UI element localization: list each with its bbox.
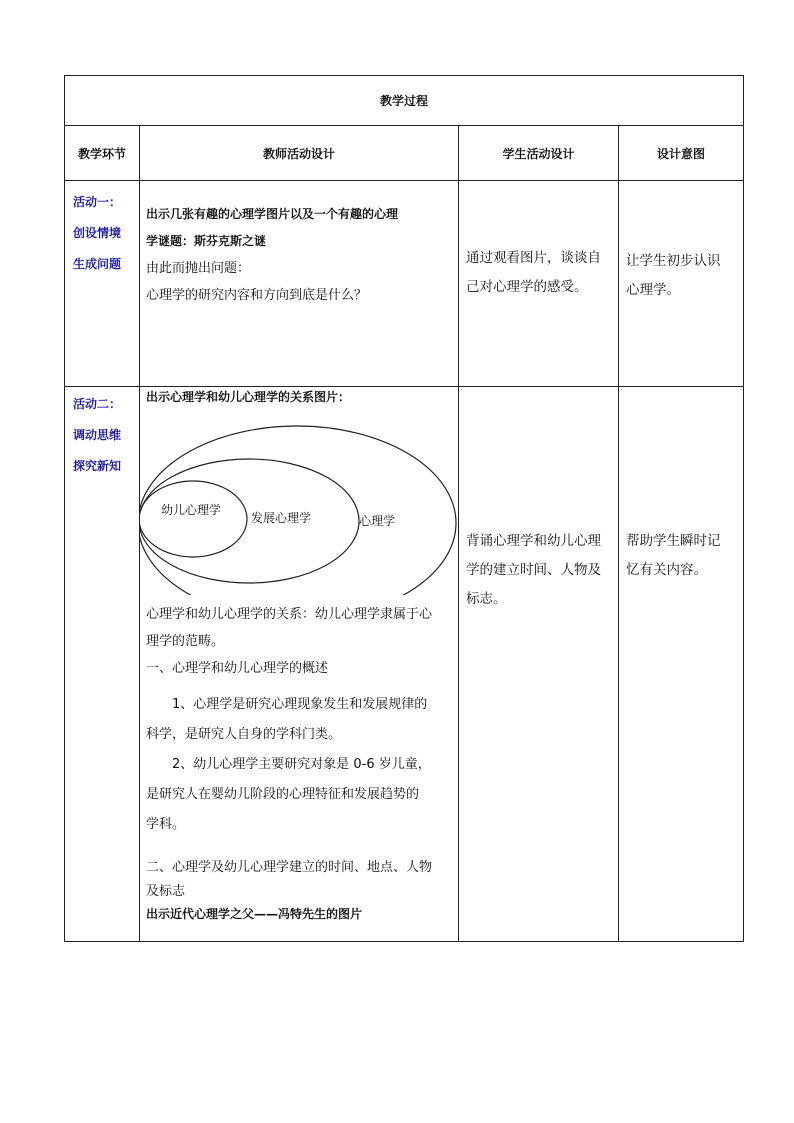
- teacher-line: 科学，是研究人自身的学科门类。: [146, 727, 342, 742]
- venn-inner-label: 幼儿心理学: [161, 503, 222, 517]
- header-stage: 教学环节: [65, 126, 140, 181]
- teacher-line: 一、心理学和幼儿心理学的概述: [146, 661, 329, 676]
- header-student: 学生活动设计: [459, 126, 619, 181]
- student-cell: [459, 181, 619, 387]
- intent-cell: [619, 387, 744, 942]
- intent-text: [619, 387, 743, 585]
- table-row: [65, 387, 744, 942]
- student-text: [459, 181, 618, 302]
- stage-text: [65, 181, 139, 280]
- table-title: 教学过程: [65, 76, 744, 126]
- intent-line: 忆有关内容。: [626, 562, 707, 578]
- teacher-text: [140, 387, 458, 925]
- teacher-paragraph: [146, 690, 452, 840]
- stage-cell: [65, 387, 140, 942]
- student-line: 学的建立时间、人物及: [466, 562, 601, 578]
- student-line: 标志。: [466, 591, 507, 607]
- intent-line: 让学生初步认识: [626, 253, 721, 269]
- teaching-process-table: [64, 75, 744, 942]
- venn-diagram: [139, 415, 459, 595]
- teacher-line: 出示近代心理学之父——冯特先生的图片: [146, 907, 363, 921]
- stage-text: [65, 387, 139, 482]
- header-intent: 设计意图: [619, 126, 744, 181]
- stage-line: 创设情境: [73, 226, 122, 240]
- stage-line: 探究新知: [73, 459, 122, 473]
- teacher-line: 二、心理学及幼儿心理学建立的时间、地点、人物: [146, 860, 433, 875]
- intent-cell: [619, 181, 744, 387]
- intent-line: 心理学。: [626, 282, 680, 298]
- teacher-line: 及标志: [146, 884, 186, 899]
- venn-outer-label: 心理学: [359, 514, 396, 528]
- intent-line: 帮助学生瞬时记: [626, 533, 721, 549]
- student-line: 通过观看图片，谈谈自: [466, 250, 601, 266]
- teacher-line: 学科。: [146, 817, 186, 832]
- student-line: 己对心理学的感受。: [466, 279, 588, 295]
- teacher-line: 心理学和幼儿心理学的关系：幼儿心理学隶属于心: [146, 607, 433, 622]
- teacher-line: 1、心理学是研究心理现象发生和发展规律的: [172, 697, 428, 712]
- table-header-row: [65, 126, 744, 181]
- student-text: [459, 387, 618, 614]
- teacher-line: 2、幼儿心理学主要研究对象是 0-6 岁儿童，: [172, 757, 431, 772]
- stage-line: 调动思维: [73, 428, 122, 442]
- teacher-text: [140, 181, 458, 309]
- teacher-line: 由此而抛出问题：: [146, 261, 251, 276]
- teacher-line: 心理学的研究内容和方向到底是什么？: [146, 288, 368, 303]
- teacher-line: 是研究人在婴幼儿阶段的心理特征和发展趋势的: [146, 787, 420, 802]
- table-row: [65, 181, 744, 387]
- teacher-cell: [140, 181, 459, 387]
- teacher-line: 出示几张有趣的心理学图片以及一个有趣的心理: [146, 207, 399, 221]
- student-cell: [459, 387, 619, 942]
- student-line: 背诵心理学和幼儿心理: [466, 533, 601, 549]
- teacher-line: 理学的范畴。: [146, 634, 225, 649]
- stage-line: 活动一：: [73, 195, 122, 209]
- stage-cell: [65, 181, 140, 387]
- intent-text: [619, 181, 743, 305]
- table-title-row: [65, 76, 744, 126]
- teacher-line: 学谜题：斯芬克斯之谜: [146, 234, 267, 248]
- header-teacher: 教师活动设计: [140, 126, 459, 181]
- stage-line: 活动二：: [73, 397, 122, 411]
- venn-middle-label: 发展心理学: [251, 511, 312, 525]
- teacher-line: 出示心理学和幼儿心理学的关系图片：: [146, 390, 351, 404]
- teacher-cell: [140, 387, 459, 942]
- venn-middle-ellipse: [139, 459, 359, 583]
- venn-inner-ellipse: [139, 481, 247, 557]
- stage-line: 生成问题: [73, 257, 122, 271]
